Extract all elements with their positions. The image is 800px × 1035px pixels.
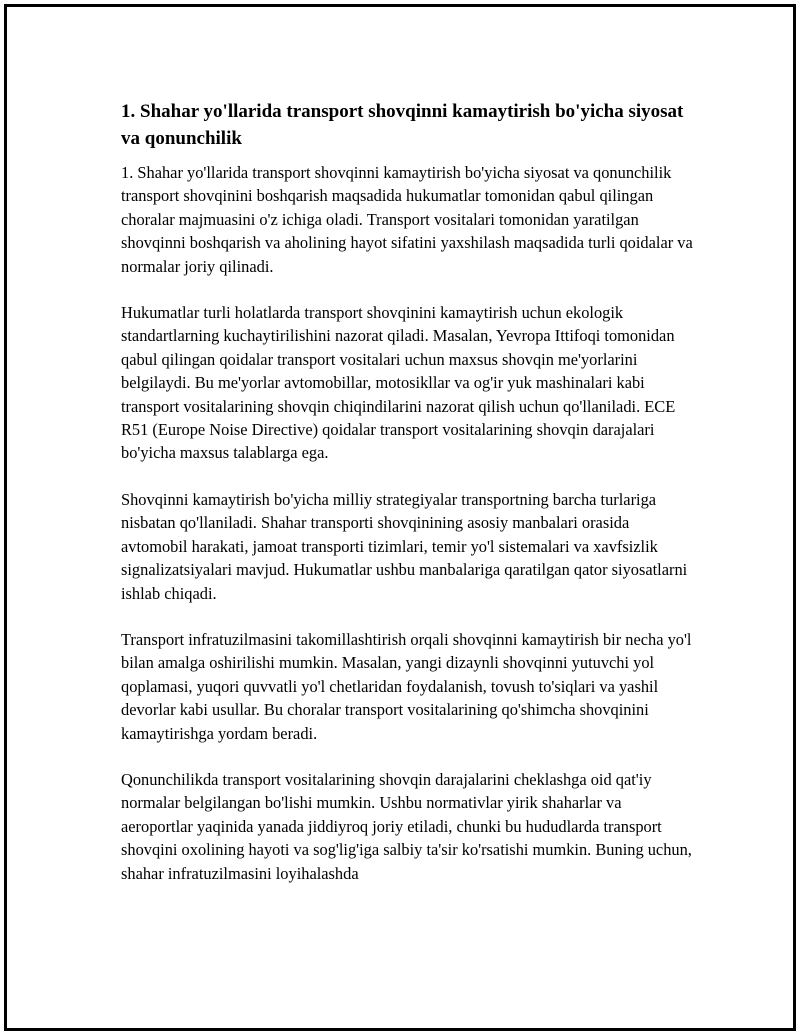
paragraph-3: Shovqinni kamaytirish bo'yicha milliy strategiyalar transportning barcha turlariga nisbatan qo'llaniladi. Shahar transporti shovqinining asosiy manbalari orasida avtomobil harakati, jamoat transporti tizimlari, temir yo'l sistemalari va xavfsizlik signalizatsiyalari mavjud. Hukumatlar ushbu manbalariga qaratilgan qator siyosatlarni ishlab chiqadi. bbox=[121, 489, 688, 603]
document-title: 1. Shahar yo'llarida transport shovqinni kamaytirish bo'yicha siyosat va qonunchilik bbox=[121, 101, 684, 149]
page-frame bbox=[4, 4, 796, 1031]
paragraph-1: 1. Shahar yo'llarida transport shovqinni kamaytirish bo'yicha siyosat va qonunchilik transport shovqinini boshqarish maqsadida hukumatlar tomonidan qabul qilingan choralar majmuasini o'z ichiga oladi. Transport vositalari tomonidan yaratilgan shovqinni boshqarish va aholining hayot sifatini yaxshilash maqsadida turli qoidalar va normalar joriy qilinadi. bbox=[121, 163, 693, 276]
paragraph-5: Qonunchilikda transport vositalarining shovqin darajalarini cheklashga oid qat'iy normalar belgilangan bo'lishi mumkin. Ushbu normativlar yirik shaharlar va aeroportlar yaqinida yanada jiddiyroq joriy etiladi, chunki bu hududlarda transport shovqini oxolining hayoti va sog'lig'iga salbiy ta'sir ko'rsatishi mumkin. Buning uchun, shahar infratuzilmasini loyihalashda bbox=[121, 769, 692, 883]
paragraph-2: Hukumatlar turli holatlarda transport shovqinini kamaytirish uchun ekologik standartlarning kuchaytirilishini nazorat qiladi. Masalan, Yevropa Ittifoqi tomonidan qabul qilingan qoidalar transport vositalari uchun maxsus shovqin me'yorlarini belgilaydi. Bu me'yorlar avtomobillar, motosikllar va og'ir yuk mashinalari kabi transport vositalarining shovqin chiqindilarini nazorat qilish uchun qo'llaniladi. ECE R51 (Europe Noise Directive) qoidalar transport vositalarining shovqin darajalari bo'yicha maxsus talablarga ega. bbox=[121, 303, 676, 463]
document-body bbox=[121, 98, 693, 908]
paragraph-4: Transport infratuzilmasini takomillashtirish orqali shovqinni kamaytirish bir necha yo'l bilan amalga oshirilishi mumkin. Masalan, yangi dizaynli shovqinni yutuvchi yol qoplamasi, yuqori quvvatli yo'l chetlaridan foydalanish, tovush to'siqlari va yashil devorlar kabi usullar. Bu choralar transport vositalarining qo'shimcha shovqinini kamaytirishga yordam beradi. bbox=[121, 629, 692, 743]
